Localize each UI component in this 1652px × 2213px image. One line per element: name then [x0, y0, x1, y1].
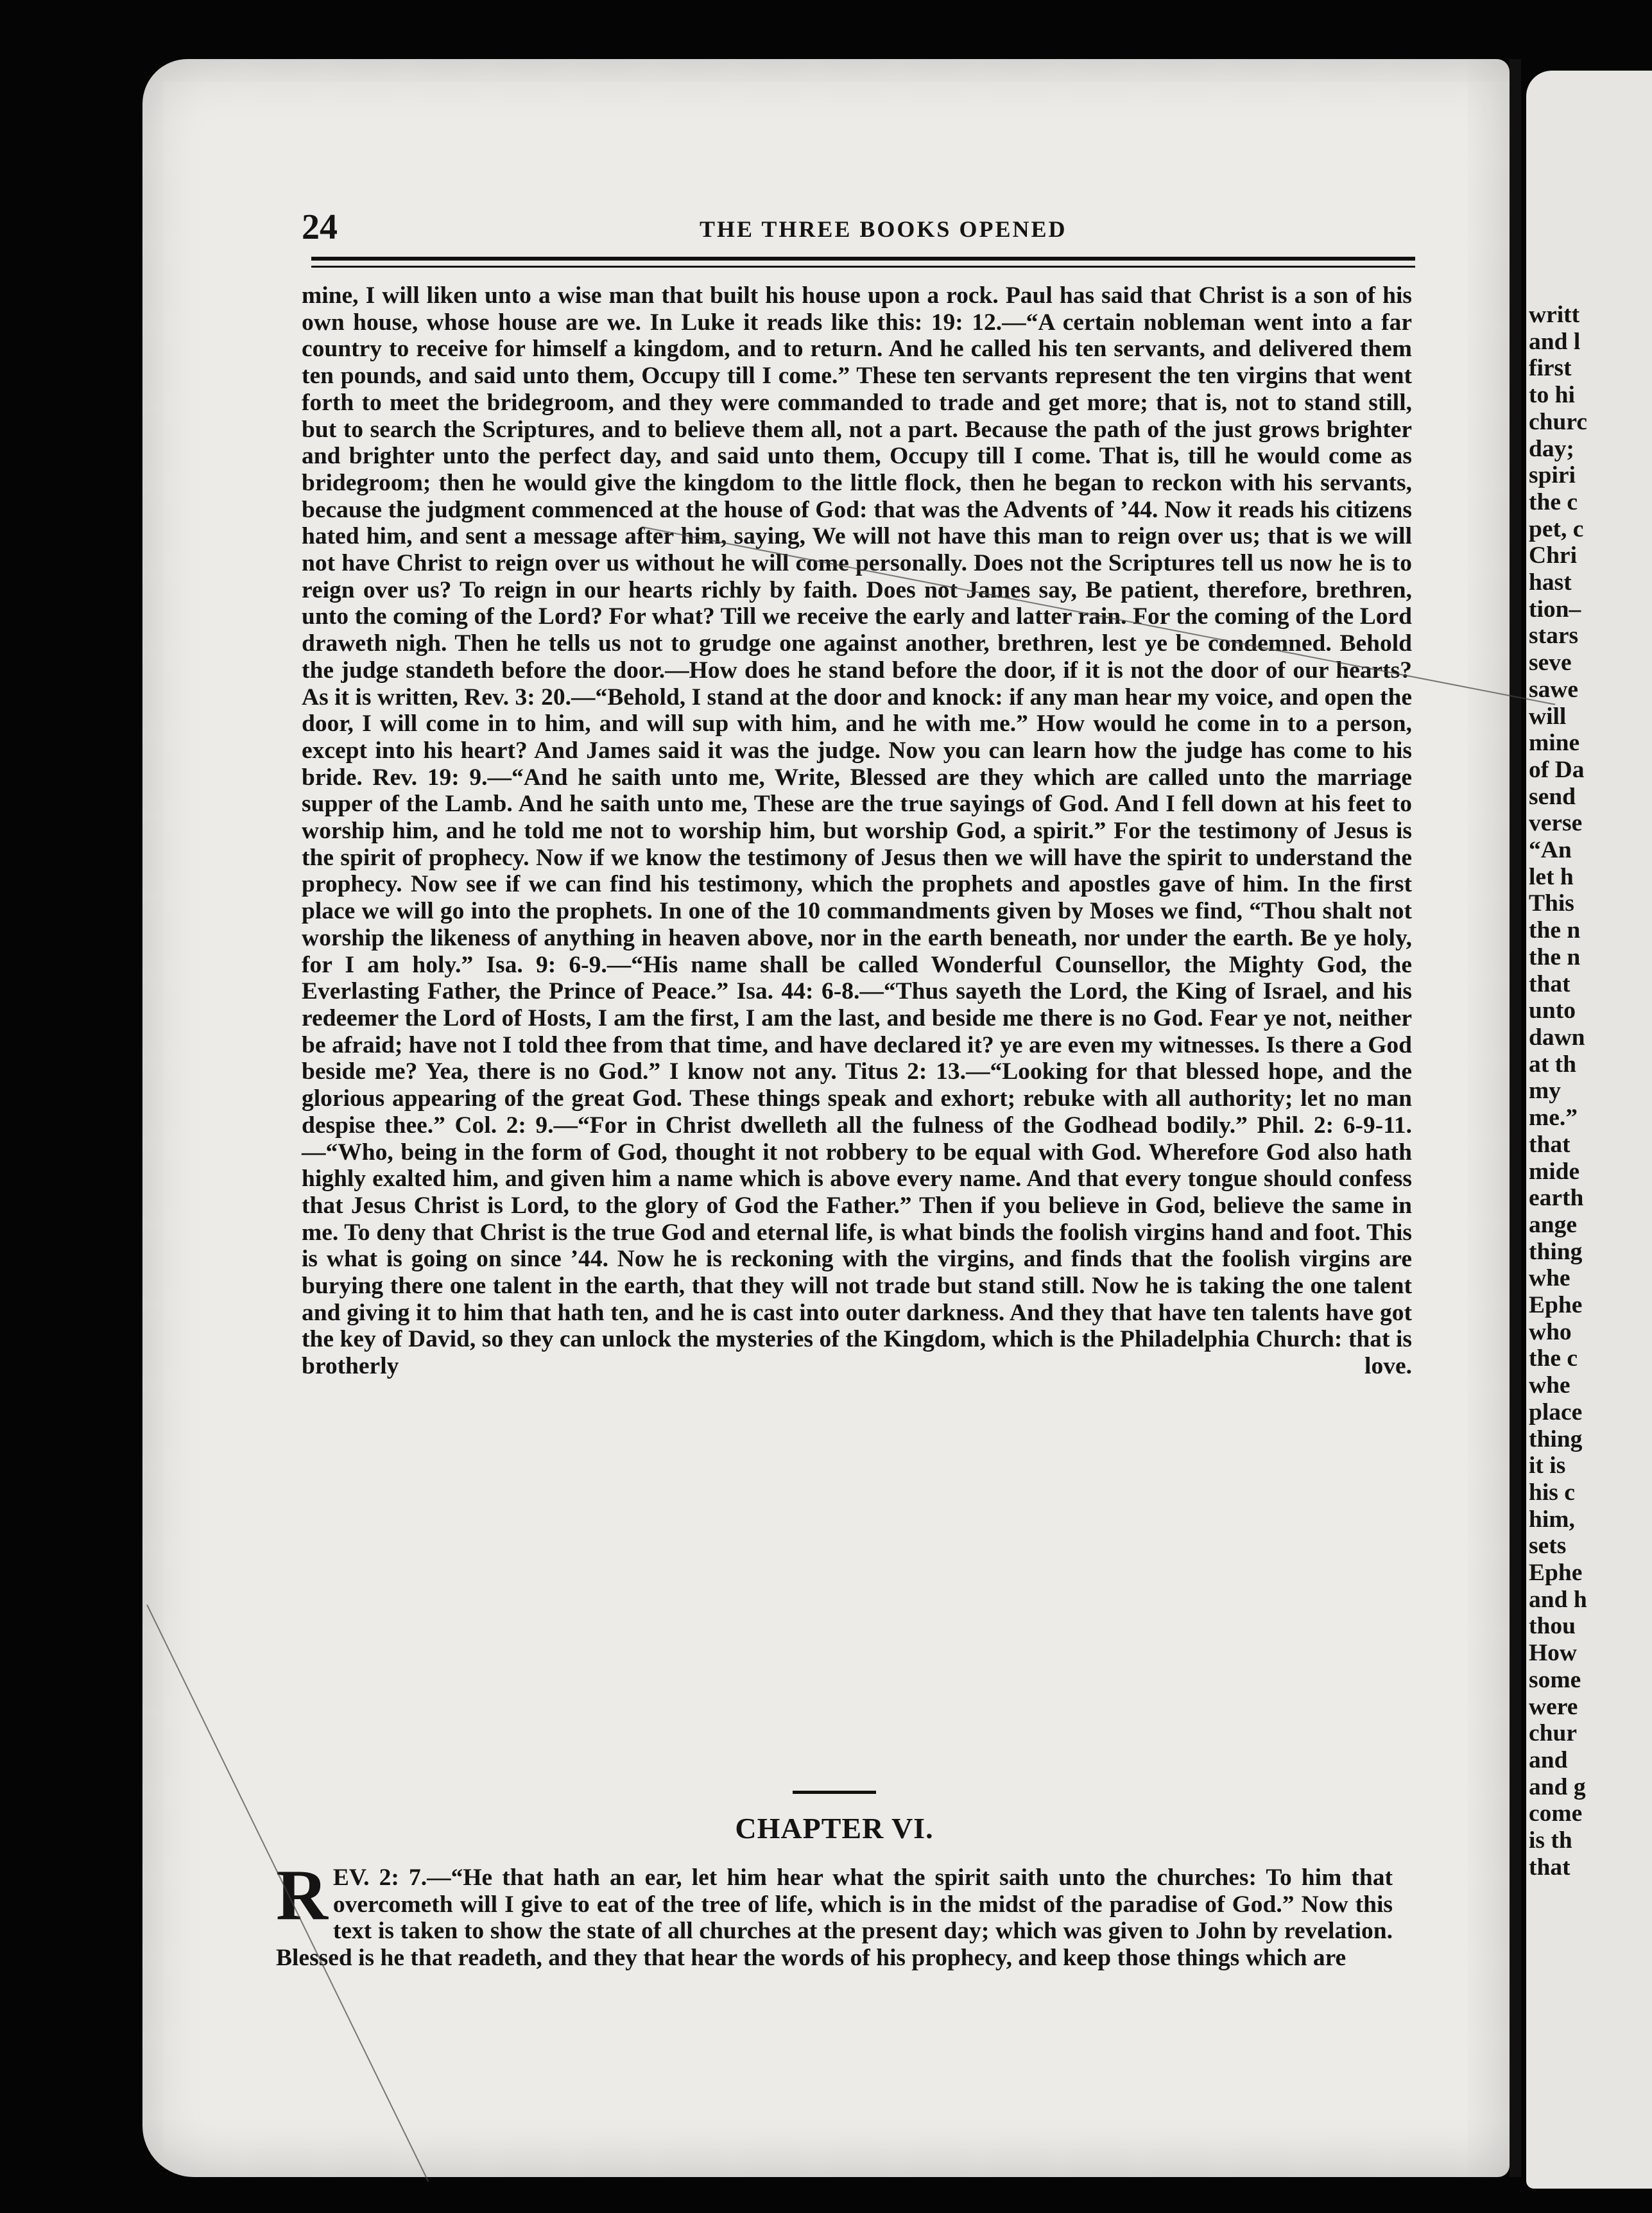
facing-line: tion– [1529, 596, 1581, 623]
facing-line: of Da [1529, 756, 1585, 783]
facing-line: that [1529, 970, 1570, 997]
facing-line: and l [1529, 328, 1581, 355]
facing-line: stars [1529, 623, 1579, 650]
facing-line: spiri [1529, 462, 1576, 489]
facing-line: seve [1529, 650, 1572, 676]
chapter-paragraph: EV. 2: 7.—“He that hath an ear, let him hear what the spirit saith unto the churches: To him that overcometh will I give to eat of the tree of life, which is in the midst of the paradise of God.” Now this text is taken to show the state of all churches at the present day; which was given to John by revelation. Blessed is he that readeth, and they that hear the words of his prophecy, and keep those things which are [276, 1864, 1393, 1972]
facing-line: who [1529, 1318, 1572, 1345]
facing-line: How [1529, 1640, 1577, 1667]
facing-line: sets [1529, 1533, 1567, 1560]
facing-line: and [1529, 1746, 1568, 1773]
facing-line: This [1529, 890, 1574, 917]
facing-line: ange [1529, 1211, 1577, 1238]
page-number: 24 [302, 207, 338, 247]
facing-line: “An [1529, 837, 1572, 864]
facing-line: the n [1529, 917, 1581, 944]
facing-line: Ephe [1529, 1292, 1583, 1319]
facing-line: thing [1529, 1238, 1583, 1265]
body-paragraph: mine, I will liken unto a wise man that built his house upon a rock. Paul has said that Christ is a son of his own house, whose house are we. In Luke it reads like this: 19: 12.—“A certain nobleman went into a far country to receive for himself a kingdom, and to return. And he called his ten servants, and delivered them ten pounds, and said unto them, Occupy till I come.” These ten servants represent the ten virgins that went forth to meet the bridegroom, and they were commanded to trade and get more; that is, not to stand still, but to search the Scriptures, and to believe them all, not a part. Because the path of the just grows brighter and brighter unto the perfect day, and said unto them, Occupy till I come. That is, till he would come as bridegroom; then he would give the kingdom to the little flock, then he began to reckon with his servants, because the judgment commenced at the house of God: that was the Advents of ’44. Now it reads his citizens hated him, and sent a message after him, saying, We will not have this man to reign over us; that is we will not have Christ to reign over us without he will come personally. Does not the Scriptures tell us now he is to reign over us? To reign in our hearts richly by faith. Does not James say, Be patient, therefore, brethren, unto the coming of the Lord? For what? Till we receive the early and latter rain. For the coming of the Lord draweth nigh. Then he tells us not to grudge one against another, brethren, lest ye be condemned. Behold the judge standeth before the door.—How does he stand before the door, if it is not the door of our hearts? As it is written, Rev. 3: 20.—“Behold, I stand at the door and knock: if any man hear my voice, and open the door, I will come in to him, and will sup with him, and he with me.” How would he come in to a person, except into his heart? And James said it was the judge. Now you can learn how the judge has come to his bride. Rev. 19: 9.—“And he saith unto me, Write, Blessed are they which are called unto the marriage supper of the Lamb. And he saith unto me, These are the true sayings of God. And I fell down at his feet to worship him, and he told me not to worship him, but worship God, a spirit.” For the testimony of Jesus is the spirit of prophecy. Now if we know the testimony of Jesus then we will have the spirit to understand the prophecy. Now see if we can find his testimony, which the prophets and apostles gave of him. In the first place we will go into the prophets. In one of the 10 commandments given by Moses we find, “Thou shalt not worship the likeness of anything in heaven above, nor in the earth beneath, nor under the earth. Be ye holy, for I am holy.” Isa. 9: 6-9.—“His name shall be called Wonderful Counsellor, the Mighty God, the Everlasting Father, the Prince of Peace.” Isa. 44: 6-8.—“Thus sayeth the Lord, the King of Israel, and his redeemer the Lord of Hosts, I am the first, I am the last, and beside me there is no God. Fear ye not, neither be afraid; have not I told thee from that time, and have declared it? ye are even my witnesses. Is there a God beside me? Yea, there is no God.” I know not any. Titus 2: 13.—“Looking for that blessed hope, and the glorious appearing of the great God. These things speak and exhort; rebuke with all authority; let no man despise thee.” Col. 2: 9.—“For in Christ dwelleth all the fulness of the Godhead bodily.” Phil. 2: 6-9-11.—“Who, being in the form of God, thought it not robbery to be equal with God. Wherefore God also hath highly exalted him, and given him a name which is above every name. And that every tongue should confess that Jesus Christ is Lord, to the glory of God the Father.” Then if you believe in God, believe the same in me. To deny that Christ is the true God and eternal life, is what binds the foolish virgins hand and foot. This is what is going on since ’44. Now he is reckoning with the virgins, and finds that the foolish virgins are burying there one talent in the earth, that they will not trade but stand still. Now he is taking the one talent and giving it to him that hath ten, and he is cast into outer darkness. And they that have ten talents have got the key of David, so they can unlock the mysteries of the Kingdom, which is the Philadelphia Church: that is brotherly love. [302, 282, 1412, 1380]
facing-line: churc [1529, 408, 1587, 435]
facing-line: Chri [1529, 542, 1577, 569]
facing-line: sawe [1529, 676, 1579, 703]
header-rule-thick [311, 257, 1415, 261]
facing-line: it is [1529, 1452, 1566, 1479]
facing-line: let h [1529, 863, 1574, 890]
chapter-title: CHAPTER VI. [735, 1812, 934, 1845]
facing-line: day; [1529, 435, 1574, 462]
facing-line: the n [1529, 943, 1581, 970]
drop-cap: R [276, 1856, 328, 1935]
facing-line: is th [1529, 1827, 1572, 1854]
facing-line: whe [1529, 1372, 1570, 1399]
facing-line: at th [1529, 1051, 1576, 1078]
page-gutter [1510, 59, 1521, 2177]
facing-line: come [1529, 1800, 1583, 1827]
facing-line: my [1529, 1078, 1561, 1105]
facing-line: earth [1529, 1185, 1584, 1212]
running-title: THE THREE BOOKS OPENED [700, 216, 1067, 242]
facing-line: hast [1529, 569, 1572, 596]
facing-line: thou [1529, 1613, 1576, 1640]
facing-line: him, [1529, 1506, 1575, 1533]
facing-line: were [1529, 1693, 1578, 1720]
chapter-text [276, 1856, 1393, 1972]
facing-line: the c [1529, 488, 1578, 515]
facing-line: his c [1529, 1479, 1575, 1506]
facing-line: some [1529, 1666, 1581, 1693]
facing-line: and h [1529, 1586, 1587, 1613]
body-text [302, 282, 1412, 1407]
facing-line: writt [1529, 302, 1580, 328]
facing-page-text [1529, 302, 1652, 1881]
facing-line: that [1529, 1131, 1570, 1158]
facing-line: pet, c [1529, 515, 1584, 542]
page-header [302, 207, 1418, 245]
chapter-divider [793, 1791, 876, 1794]
facing-line: send [1529, 783, 1576, 810]
facing-line: chur [1529, 1720, 1577, 1747]
facing-line: verse [1529, 810, 1583, 837]
facing-line: unto [1529, 997, 1576, 1024]
facing-line: and g [1529, 1773, 1586, 1800]
facing-line: to hi [1529, 382, 1575, 409]
facing-line: place [1529, 1399, 1583, 1425]
header-rule-thin [311, 266, 1415, 268]
facing-line: whe [1529, 1265, 1570, 1292]
facing-line: mine [1529, 730, 1580, 757]
facing-line: the c [1529, 1345, 1578, 1372]
facing-line: that [1529, 1854, 1570, 1881]
facing-line: first [1529, 355, 1572, 382]
facing-line: dawn [1529, 1024, 1585, 1051]
facing-line: me.” [1529, 1105, 1578, 1132]
facing-line: Ephe [1529, 1560, 1583, 1587]
facing-line: will [1529, 703, 1567, 730]
facing-line: mide [1529, 1158, 1580, 1185]
facing-line: thing [1529, 1425, 1583, 1452]
